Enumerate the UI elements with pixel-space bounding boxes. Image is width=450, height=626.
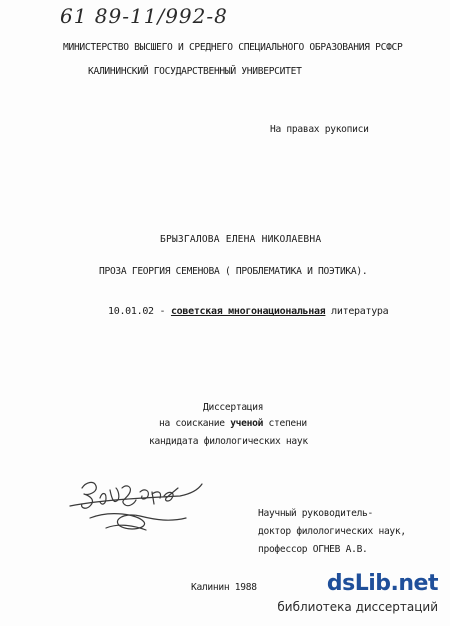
watermark-logo-net: .net xyxy=(390,571,438,596)
dissertation-label: Диссертация xyxy=(203,402,264,413)
specialty-name-underlined: советская многонациональная xyxy=(170,306,326,317)
watermark-logo xyxy=(327,571,438,596)
degree-line xyxy=(159,418,307,430)
specialty-code: 10.01.02 - xyxy=(108,306,166,317)
author-name: БРЫЗГАЛОВА ЕЛЕНА НИКОЛАЕВНА xyxy=(160,234,322,245)
dissertation-title: ПРОЗА ГЕОРГИЯ СЕМЕНОВА ( ПРОБЛЕМАТИКА И ПОЭТИКА). xyxy=(99,266,368,277)
specialty-line xyxy=(108,306,388,318)
advisor-degree: доктор филологических наук, xyxy=(258,526,406,537)
handwritten-archive-number: 61 89-11/992-8 xyxy=(60,4,228,28)
degree-line-bold: ученой xyxy=(230,418,264,429)
specialty-name-rest: литература xyxy=(331,306,389,317)
advisor-title: Научный руководитель- xyxy=(258,508,373,519)
watermark-logo-lib: Lib xyxy=(354,571,391,596)
watermark-subtitle: библиотека диссертаций xyxy=(277,600,438,614)
handwritten-signature xyxy=(60,470,210,540)
university-heading: КАЛИНИНСКИЙ ГОСУДАРСТВЕННЫЙ УНИВЕРСИТЕТ xyxy=(88,66,302,77)
degree-line-pre: на соискание xyxy=(159,418,231,429)
degree-field: кандидата филологических наук xyxy=(149,436,308,447)
degree-line-post: степени xyxy=(263,418,307,429)
manuscript-rights-note: На правах рукописи xyxy=(270,124,369,135)
ministry-heading: МИНИСТЕРСТВО ВЫСШЕГО И СРЕДНЕГО СПЕЦИАЛЬНОГО ОБРАЗОВАНИЯ РСФСР xyxy=(63,42,403,53)
advisor-name: профессор ОГНЕВ А.В. xyxy=(258,544,368,555)
city-year: Калинин 1988 xyxy=(191,582,257,593)
watermark-logo-ds: ds xyxy=(326,571,355,596)
